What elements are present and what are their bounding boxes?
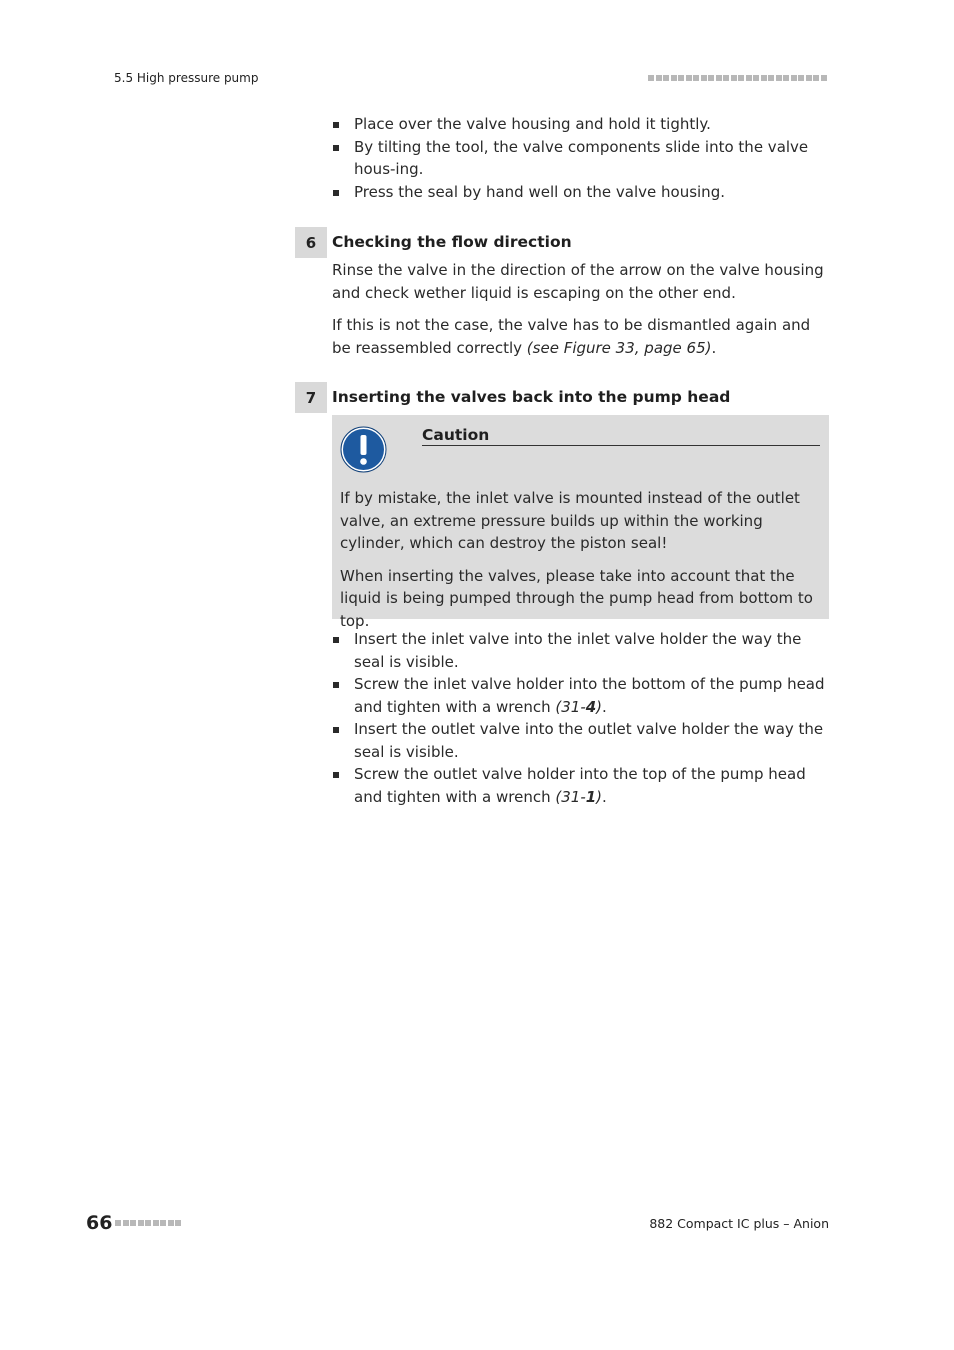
- exclamation-icon: [340, 426, 387, 473]
- step-6-paragraph-2: If this is not the case, the valve has to be dismantled again and be reassembled correctly (see Figure 33, page 65).: [332, 316, 811, 357]
- caution-paragraph-2: When inserting the valves, please take into account that the liquid is being pumped through the pump head from bottom to top.: [340, 566, 813, 630]
- step-7-bullet-list: [332, 628, 829, 808]
- list-item: Screw the outlet valve holder into the top of the pump head and tighten with a wrench (31-1).: [332, 763, 829, 808]
- top-bullet-list: [332, 113, 829, 203]
- caution-paragraph-1: If by mistake, the inlet valve is mounted instead of the outlet valve, an extreme pressure builds up within the working cylinder, which can destroy the piston seal!: [340, 489, 800, 552]
- caution-body: [340, 487, 822, 632]
- figure-reference: (31-4): [555, 697, 603, 716]
- step-6-number: 6: [295, 227, 327, 258]
- list-item: Insert the outlet valve into the outlet valve holder the way the seal is visible.: [332, 718, 829, 763]
- caution-box: [332, 415, 829, 630]
- list-item: Place over the valve housing and hold it tightly.: [332, 113, 829, 136]
- step-6-title: Checking the flow direction: [332, 233, 572, 251]
- step-6-paragraph-1: Rinse the valve in the direction of the arrow on the valve housing and check wether liquid is escaping on the other end.: [332, 261, 824, 302]
- header-section-title: 5.5 High pressure pump: [114, 71, 259, 85]
- footer-decoration: [115, 1220, 181, 1226]
- header-decoration: [648, 75, 827, 81]
- page-number: 66: [86, 1212, 113, 1234]
- figure-reference: (31-1): [555, 787, 603, 806]
- step-7-number: 7: [295, 382, 327, 413]
- list-item: Press the seal by hand well on the valve housing.: [332, 181, 829, 204]
- step-7-title: Inserting the valves back into the pump head: [332, 388, 731, 406]
- figure-reference: (see Figure 33, page 65): [526, 338, 712, 357]
- caution-title: Caution: [422, 426, 820, 446]
- list-item: Insert the inlet valve into the inlet valve holder the way the seal is visible.: [332, 628, 829, 673]
- footer-product-name: 882 Compact IC plus – Anion: [649, 1216, 829, 1231]
- list-item: Screw the inlet valve holder into the bottom of the pump head and tighten with a wrench (31-4).: [332, 673, 829, 718]
- step-6-body: [332, 259, 832, 359]
- list-item: By tilting the tool, the valve components slide into the valve hous-ing.: [332, 136, 829, 181]
